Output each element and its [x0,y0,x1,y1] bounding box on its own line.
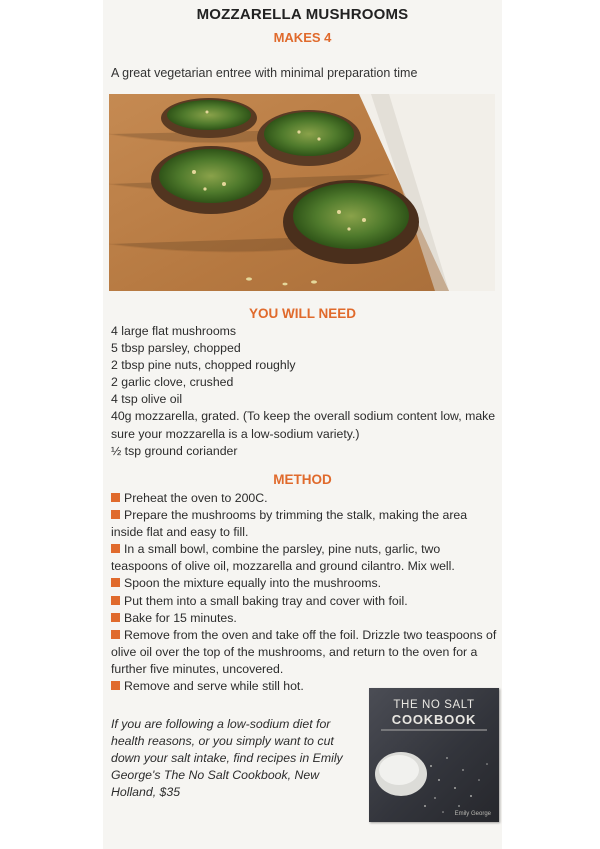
method-step [111,627,499,678]
method-step [111,507,499,541]
cookbook-author: Emily George [454,811,491,817]
ingredients-list [111,323,499,460]
ingredient-item: 2 tbsp pine nuts, chopped roughly [111,358,296,373]
square-bullet-icon [111,681,120,690]
recipe-page [103,0,502,849]
square-bullet-icon [111,630,120,639]
ingredient-item: ½ tsp ground coriander [111,443,238,458]
square-bullet-icon [111,596,120,605]
square-bullet-icon [111,578,120,587]
recipe-intro: A great vegetarian entree with minimal preparation time [111,66,418,80]
square-bullet-icon [111,493,120,502]
stuffed-mushrooms-photo-icon [109,94,495,291]
cookbook-note: If you are following a low-sodium diet for health reasons, or you simply want to cut down your salt intake, find recipes in Emily George's The No Salt Cookbook, New Holland, $35 [111,717,343,800]
method-step [111,490,499,507]
method-step [111,593,499,610]
square-bullet-icon [111,544,120,553]
method-step [111,575,499,592]
method-step-text: Spoon the mixture equally into the mushrooms. [124,576,382,591]
method-step-text: In a small bowl, combine the parsley, pine nuts, garlic, two teaspoons of olive oil, mozzarella and ground cilantro. Mix well. [111,542,455,574]
ingredient-item: 40g mozzarella, grated. (To keep the overall sodium content low, make sure your mozzarella is a low-sodium variety.) [111,409,496,441]
cookbook-subtitle-line [381,729,487,731]
recipe-photo [109,94,495,291]
square-bullet-icon [111,613,120,622]
method-step-text: Remove and serve while still hot. [124,679,304,694]
cookbook-title-line1: THE NO SALT [393,699,475,711]
recipe-title: MOZZARELLA MUSHROOMS [196,6,409,23]
right-margin [502,0,600,849]
left-margin [0,0,103,849]
method-step [111,610,499,627]
ingredient-item: 5 tbsp parsley, chopped [111,341,241,356]
method-step-text: Prepare the mushrooms by trimming the stalk, making the area inside flat and easy to fill. [111,508,468,540]
ingredient-item: 4 large flat mushrooms [111,324,237,338]
ingredient-item: 4 tsp olive oil [111,392,183,407]
method-step-text: Bake for 15 minutes. [124,610,237,625]
ingredient-item: 2 garlic clove, crushed [111,375,234,390]
salt-pile-icon [369,736,499,822]
ingredients-heading: YOU WILL NEED [248,306,356,321]
cookbook-cover [369,688,499,822]
method-step-text: Preheat the oven to 200C. [124,491,268,505]
method-heading: METHOD [273,472,332,487]
method-step [111,541,499,575]
cookbook-title-line2: COOKBOOK [391,712,477,727]
method-steps [111,490,499,695]
method-step-text: Remove from the oven and take off the foil. Drizzle two teaspoons of olive oil over the top of the mushrooms, and return to the oven for a further five minutes, uncovered. [111,627,497,676]
method-step-text: Put them into a small baking tray and cover with foil. [124,593,408,608]
recipe-yield: MAKES 4 [273,30,332,45]
square-bullet-icon [111,510,120,519]
